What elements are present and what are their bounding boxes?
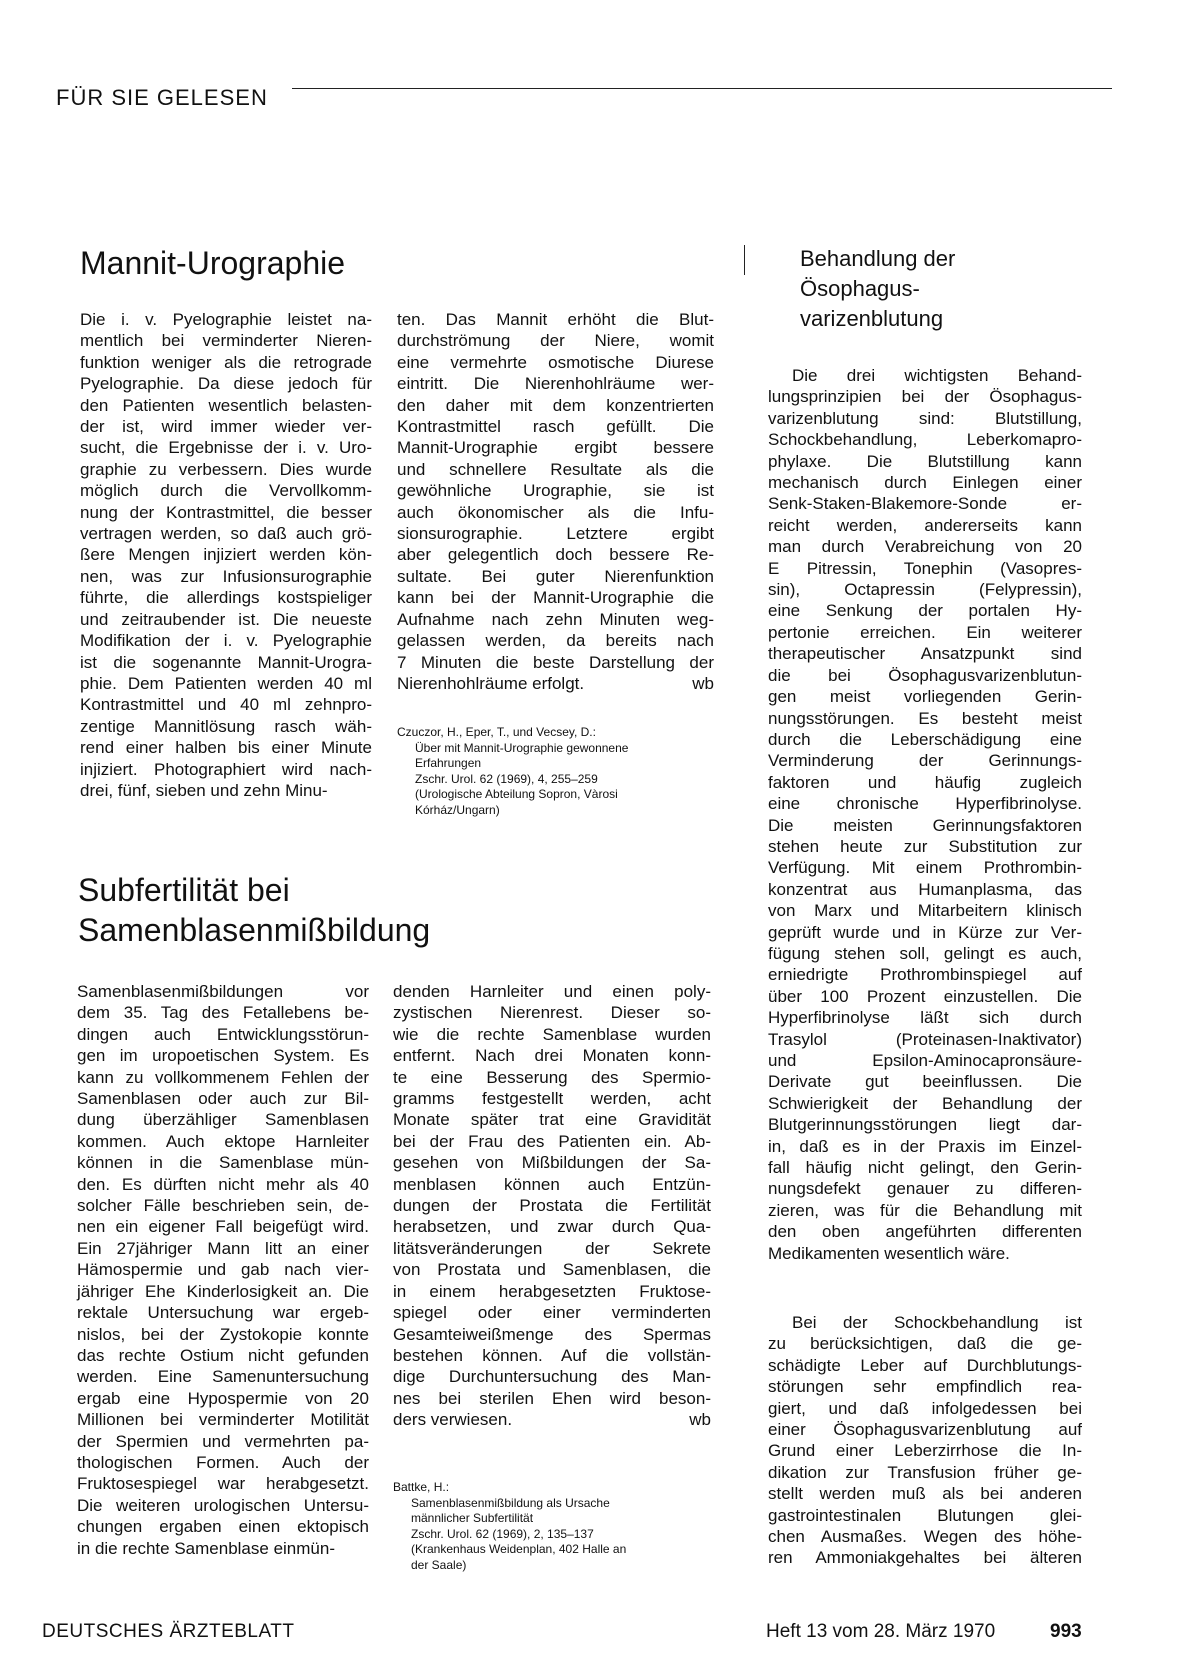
text-line: zieren, was für die Behandlung mit <box>768 1200 1082 1220</box>
text-line: kann zu vollkommenem Fehlen der <box>77 1067 369 1087</box>
heading-line: varizenblutung <box>800 306 944 331</box>
article2-col2 <box>393 981 711 1431</box>
text-line: spiegel oder einer verminderten <box>393 1303 711 1323</box>
text-line: stellt werden muß als bei anderen <box>768 1484 1082 1504</box>
text-line: aber gelegentlich doch bessere Re- <box>397 545 714 565</box>
author-initials: wb <box>692 673 714 693</box>
text-line: in, daß es in der Praxis im Einzel- <box>768 1136 1082 1156</box>
text-line: gastrointestinalen Blutungen glei- <box>768 1505 1082 1525</box>
text-line: reicht werden, andererseits kann <box>768 515 1082 535</box>
heading-line: Ösophagus- <box>800 276 920 301</box>
text-line: den daher mit dem konzentrierten <box>397 395 714 415</box>
reference-line: Czuczor, H., Eper, T., und Vecsey, D.: <box>397 725 596 739</box>
text-line: führte, die allerdings kostspieliger <box>80 588 372 608</box>
text-line: dem 35. Tag des Fetallebens be- <box>77 1003 369 1023</box>
text-line: Derivate gut beeinflussen. Die <box>768 1072 1082 1092</box>
reference-line: Samenblasenmißbildung als Ursache <box>411 1495 610 1510</box>
text-line: herabsetzen, und zwar durch Qua- <box>393 1217 711 1237</box>
text-line: von Prostata und Samenblasen, die <box>393 1260 711 1280</box>
reference-line: männlicher Subfertilität <box>411 1511 534 1525</box>
text-line: dige Durchuntersuchung des Man- <box>393 1367 711 1387</box>
reference-line: Battke, H.: <box>393 1480 450 1494</box>
text-line: varizenblutung sind: Blutstillung, <box>768 408 1082 428</box>
text-line: ders verwiesen. wb <box>393 1410 711 1430</box>
text-line: nen, was zur Infusionsurographie <box>80 566 372 586</box>
text-line: dungen der Prostata die Fertilität <box>393 1196 711 1216</box>
text-line: durch die Leberschädigung eine <box>768 729 1082 749</box>
text-line: gesehen von Mißbildungen der Sa- <box>393 1153 711 1173</box>
text-line: pertonie erreichen. Ein weiterer <box>768 622 1082 642</box>
text-line: vertragen werden, so daß auch grö- <box>80 524 372 544</box>
text-line: mentlich bei verminderter Nieren- <box>80 331 372 351</box>
text-line: von Marx und Mitarbeitern klinisch <box>768 901 1082 921</box>
text-line: te eine Besserung des Spermio- <box>393 1067 711 1087</box>
text-line: schädigte Leber auf Durchblutungs- <box>768 1355 1082 1375</box>
text-line: dung überzähliger Samenblasen <box>77 1110 369 1130</box>
text-line: Schockbehandlung, Leberkomapro- <box>768 430 1082 450</box>
text-line: Die i. v. Pyelographie leistet na- <box>80 310 372 329</box>
text-line: nung der Kontrastmittel, die besser <box>80 502 372 522</box>
text-line: drei, fünf, sieben und zehn Minu- <box>80 780 328 800</box>
text-line: ist die sogenannte Mannit-Urogra- <box>80 652 372 672</box>
text-line: kommen. Auch ektope Harnleiter <box>77 1131 369 1151</box>
text-line: gen meist vorliegenden Gerin- <box>768 687 1082 707</box>
text-line: Samenblasenmißbildungen vor <box>77 982 369 1001</box>
text-line: faktoren und häufig zugleich <box>768 772 1082 792</box>
text-line: kann bei der Mannit-Urographie die <box>397 588 714 608</box>
text-line: mechanisch durch Einlegen einer <box>768 473 1082 493</box>
text-line: chungen ergaben einen ektopisch <box>77 1517 369 1537</box>
page-number: 993 <box>1050 1621 1082 1642</box>
article1-col1 <box>80 309 372 801</box>
text-line: eine vermehrte osmotische Diurese <box>397 352 714 372</box>
text-line: und zeitraubender ist. Die neueste <box>80 609 372 629</box>
text-line: den. Es dürften nicht mehr als 40 <box>77 1174 369 1194</box>
header-rule <box>292 88 1112 89</box>
text-line: Aufnahme nach zehn Minuten weg- <box>397 609 714 629</box>
text-line: Die drei wichtigsten Behand- <box>792 366 1082 385</box>
text-line: therapeutischer Ansatzpunkt sind <box>768 644 1082 664</box>
text-line: Nierenhohlräume erfolgt. wb <box>397 673 714 693</box>
text-line: Senk-Staken-Blakemore-Sonde er- <box>768 494 1082 514</box>
text-line: gen im uropoetischen System. Es <box>77 1046 369 1066</box>
text-line: möglich durch die Vervollkomm- <box>80 481 372 501</box>
text-line: den Patienten wesentlich belasten- <box>80 395 372 415</box>
text-line: solcher Fälle beschrieben sein, de- <box>77 1196 369 1216</box>
author-initials: wb <box>689 1410 711 1430</box>
text-line: auch ökonomischer als die Infu- <box>397 502 714 522</box>
heading-line: Behandlung der <box>800 246 956 271</box>
reference-line: Über mit Mannit-Urographie gewonnene <box>415 740 629 755</box>
text-line: Bei der Schockbehandlung ist <box>792 1313 1082 1332</box>
text-line: Medikamenten wesentlich wäre. <box>768 1243 1010 1263</box>
text-line: können in die Samenblase mün- <box>77 1153 369 1173</box>
text-line: chen Ausmaßes. Wegen des höhe- <box>768 1527 1082 1547</box>
article-title-mannit: Mannit-Urographie <box>80 245 346 281</box>
text-line: Kontrastmittel rasch gefüllt. Die <box>397 417 714 437</box>
text-line: ten. Das Mannit erhöht die Blut- <box>397 310 714 329</box>
publication-name: DEUTSCHES ÄRZTEBLATT <box>42 1621 295 1642</box>
text-line: nungsstörungen. Es besteht meist <box>768 708 1082 728</box>
text-line: ren Ammoniakgehaltes bei älteren <box>768 1548 1082 1568</box>
reference-line: (Krankenhaus Weidenplan, 402 Halle an <box>411 1542 627 1556</box>
text-line: Blutgerinnungsstörungen liegt dar- <box>768 1115 1082 1135</box>
issue-date: Heft 13 vom 28. März 1970 <box>766 1621 996 1642</box>
article3-paragraph-2 <box>768 1312 1082 1569</box>
reference-line: der Saale) <box>411 1557 467 1572</box>
text-line: bestehen können. Auf die vollstän- <box>393 1345 711 1365</box>
text-line: der ist, wird immer wieder ver- <box>80 417 372 437</box>
text-line: eine Senkung der portalen Hy- <box>768 601 1082 621</box>
text-line: Modifikation der i. v. Pyelographie <box>80 631 372 651</box>
reference-line: (Urologische Abteilung Sopron, Vàrosi <box>415 787 618 801</box>
text-line: stehen heute zur Substitution zur <box>768 836 1082 856</box>
text-line: nen ein eigener Fall beigefügt wird. <box>77 1217 369 1237</box>
text-line: Grund einer Leberzirrhose die In- <box>768 1441 1082 1461</box>
text-line: lungsprinzipien bei der Ösophagus- <box>768 387 1082 407</box>
text-line: und Epsilon-Aminocapronsäure- <box>768 1051 1082 1070</box>
text-line: E Pitressin, Tonephin (Vasopres- <box>768 558 1082 578</box>
text-line: Monate später trat eine Gravidität <box>393 1110 711 1130</box>
text-line: ßere Mengen injiziert werden kön- <box>80 545 372 565</box>
text-line: sultate. Bei guter Nierenfunktion <box>397 566 714 586</box>
text-line: zentige Mannitlösung rasch wäh- <box>80 716 372 736</box>
text-line: rend einer halben bis einer Minute <box>80 738 372 758</box>
text-line: sin), Octapressin (Felypressin), <box>768 580 1082 600</box>
reference-line: Kórház/Ungarn) <box>415 802 500 817</box>
text-line: graphie zu verbessern. Dies wurde <box>80 459 372 479</box>
text-line: dikation zur Transfusion früher ge- <box>768 1462 1082 1482</box>
reference-line: Erfahrungen <box>415 756 482 770</box>
reference-line: Zschr. Urol. 62 (1969), 2, 135–137 <box>411 1526 594 1541</box>
text-line: den oben angeführten differenten <box>768 1222 1082 1242</box>
text-line: der Spermien und vermehrten pa- <box>77 1431 369 1451</box>
text-line: zystischen Nierenrest. Dieser so- <box>393 1003 711 1023</box>
article2-col1 <box>77 981 369 1559</box>
text-line: dingen auch Entwicklungsstörun- <box>77 1024 369 1044</box>
text-line: Kontrastmittel und 40 ml zehnpro- <box>80 695 372 715</box>
text-line: zu berücksichtigen, daß die ge- <box>768 1334 1082 1354</box>
text-line: entfernt. Nach drei Monaten konn- <box>393 1046 711 1066</box>
text-line: Pyelographie. Da diese jedoch für <box>80 374 372 394</box>
text-line: und schnellere Resultate als die <box>397 459 714 479</box>
text-line: litätsveränderungen der Sekrete <box>393 1238 711 1258</box>
text-line: Hämospermie und gab nach vier- <box>77 1260 369 1280</box>
text-line: gramms festgestellt werden, acht <box>393 1089 711 1109</box>
text-line: störungen sehr empfindlich rea- <box>768 1377 1082 1397</box>
text-line: 7 Minuten die beste Darstellung der <box>397 652 714 672</box>
text-line: in einem herabgesetzten Fruktose- <box>393 1281 711 1301</box>
text-line: man durch Verabreichung von 20 <box>768 537 1082 557</box>
text-line: Die meisten Gerinnungsfaktoren <box>768 815 1082 835</box>
text-line: durchströmung der Niere, womit <box>397 331 714 351</box>
text-line: nislos, bei der Zystokopie konnte <box>77 1324 369 1344</box>
text-line: Trasylol (Proteinasen-Inaktivator) <box>768 1029 1082 1049</box>
title-line-1: Subfertilität bei <box>78 872 290 908</box>
text-line: einer Ösophagusvarizenblutung auf <box>768 1420 1082 1440</box>
text-line: erniedrigte Prothrombinspiegel auf <box>768 965 1082 985</box>
text-line: Gesamteiweißmenge des Spermas <box>393 1324 711 1344</box>
text-line: thologischen Formen. Auch der <box>77 1452 369 1472</box>
text-line: fall häufig nicht gelingt, den Gerin- <box>768 1158 1082 1178</box>
text-line: die bei Ösophagusvarizenblutun- <box>768 665 1082 685</box>
text-line: in die rechte Samenblase einmün- <box>77 1538 335 1558</box>
text-line: phie. Dem Patienten werden 40 ml <box>80 673 372 693</box>
text-line: bei der Frau des Patienten ein. Ab- <box>393 1131 711 1151</box>
title-line-2: Samenblasenmißbildung <box>78 912 431 948</box>
text-line: gelassen werden, da bereits nach <box>397 631 714 651</box>
reference-line: Zschr. Urol. 62 (1969), 4, 255–259 <box>415 771 598 786</box>
text-line: giert, und daß infolgedessen bei <box>768 1398 1082 1418</box>
article-title-subfertilitaet <box>78 870 430 950</box>
article-title-oesophagus <box>800 244 1060 334</box>
text-line: nes bei sterilen Ehen wird beson- <box>393 1388 711 1408</box>
text-line: Verminderung der Gerinnungs- <box>768 751 1082 771</box>
article3-paragraph-1 <box>768 365 1082 1264</box>
section-label: FÜR SIE GELESEN <box>56 85 268 110</box>
text-line: injiziert. Photographiert wird nach- <box>80 759 372 779</box>
text-line: nungsdefekt genauer zu differen- <box>768 1179 1082 1199</box>
text-line: Mannit-Urographie ergibt bessere <box>397 438 714 458</box>
article1-col2 <box>397 309 714 694</box>
text-line: konzentrat aus Humanplasma, das <box>768 879 1082 899</box>
text-line: eine chronische Hyperfibrinolyse. <box>768 794 1082 814</box>
text-line: Hyperfibrinolyse läßt sich durch <box>768 1008 1082 1028</box>
text-line: wie die rechte Samenblase wurden <box>393 1024 711 1044</box>
text-line: Verfügung. Mit einem Prothrombin- <box>768 858 1082 878</box>
text-line: gewöhnliche Urographie, sie ist <box>397 481 714 501</box>
text-line: werden. Eine Samenuntersuchung <box>77 1367 369 1387</box>
text-line: Samenblasen oder auch zur Bil- <box>77 1089 369 1109</box>
article1-reference <box>397 725 714 818</box>
text-line: phylaxe. Die Blutstillung kann <box>768 451 1082 471</box>
text-line: fügung stehen soll, gelingt es auch, <box>768 943 1082 963</box>
column-divider <box>744 245 745 275</box>
text-line: ergab eine Hypospermie von 20 <box>77 1388 369 1408</box>
text-line: menblasen können auch Entzün- <box>393 1174 711 1194</box>
text-line: eintritt. Die Nierenhohlräume wer- <box>397 374 714 394</box>
text-line: funktion weniger als die retrograde <box>80 352 372 372</box>
text-line: sionsurographie. Letztere ergibt <box>397 524 714 544</box>
text-line: Fruktosespiegel war herabgesetzt. <box>77 1474 369 1494</box>
text-line: sucht, die Ergebnisse der i. v. Uro- <box>80 438 372 458</box>
text-line: geprüft wurde und in Kürze zur Ver- <box>768 922 1082 942</box>
text-line: denden Harnleiter und einen poly- <box>393 982 711 1001</box>
text-line: das rechte Ostium nicht gefunden <box>77 1345 369 1365</box>
text-line: jähriger Ehe Kinderlosigkeit an. Die <box>77 1281 369 1301</box>
article2-reference <box>393 1480 711 1573</box>
text-line: Millionen bei verminderter Motilität <box>77 1410 369 1430</box>
text-line: Die weiteren urologischen Untersu- <box>77 1495 369 1515</box>
text-line: Schwierigkeit der Behandlung der <box>768 1093 1082 1113</box>
text-line: rektale Untersuchung war ergeb- <box>77 1303 369 1323</box>
text-line: Ein 27jähriger Mann litt an einer <box>77 1238 369 1258</box>
text-line: über 100 Prozent einzustellen. Die <box>768 986 1082 1006</box>
